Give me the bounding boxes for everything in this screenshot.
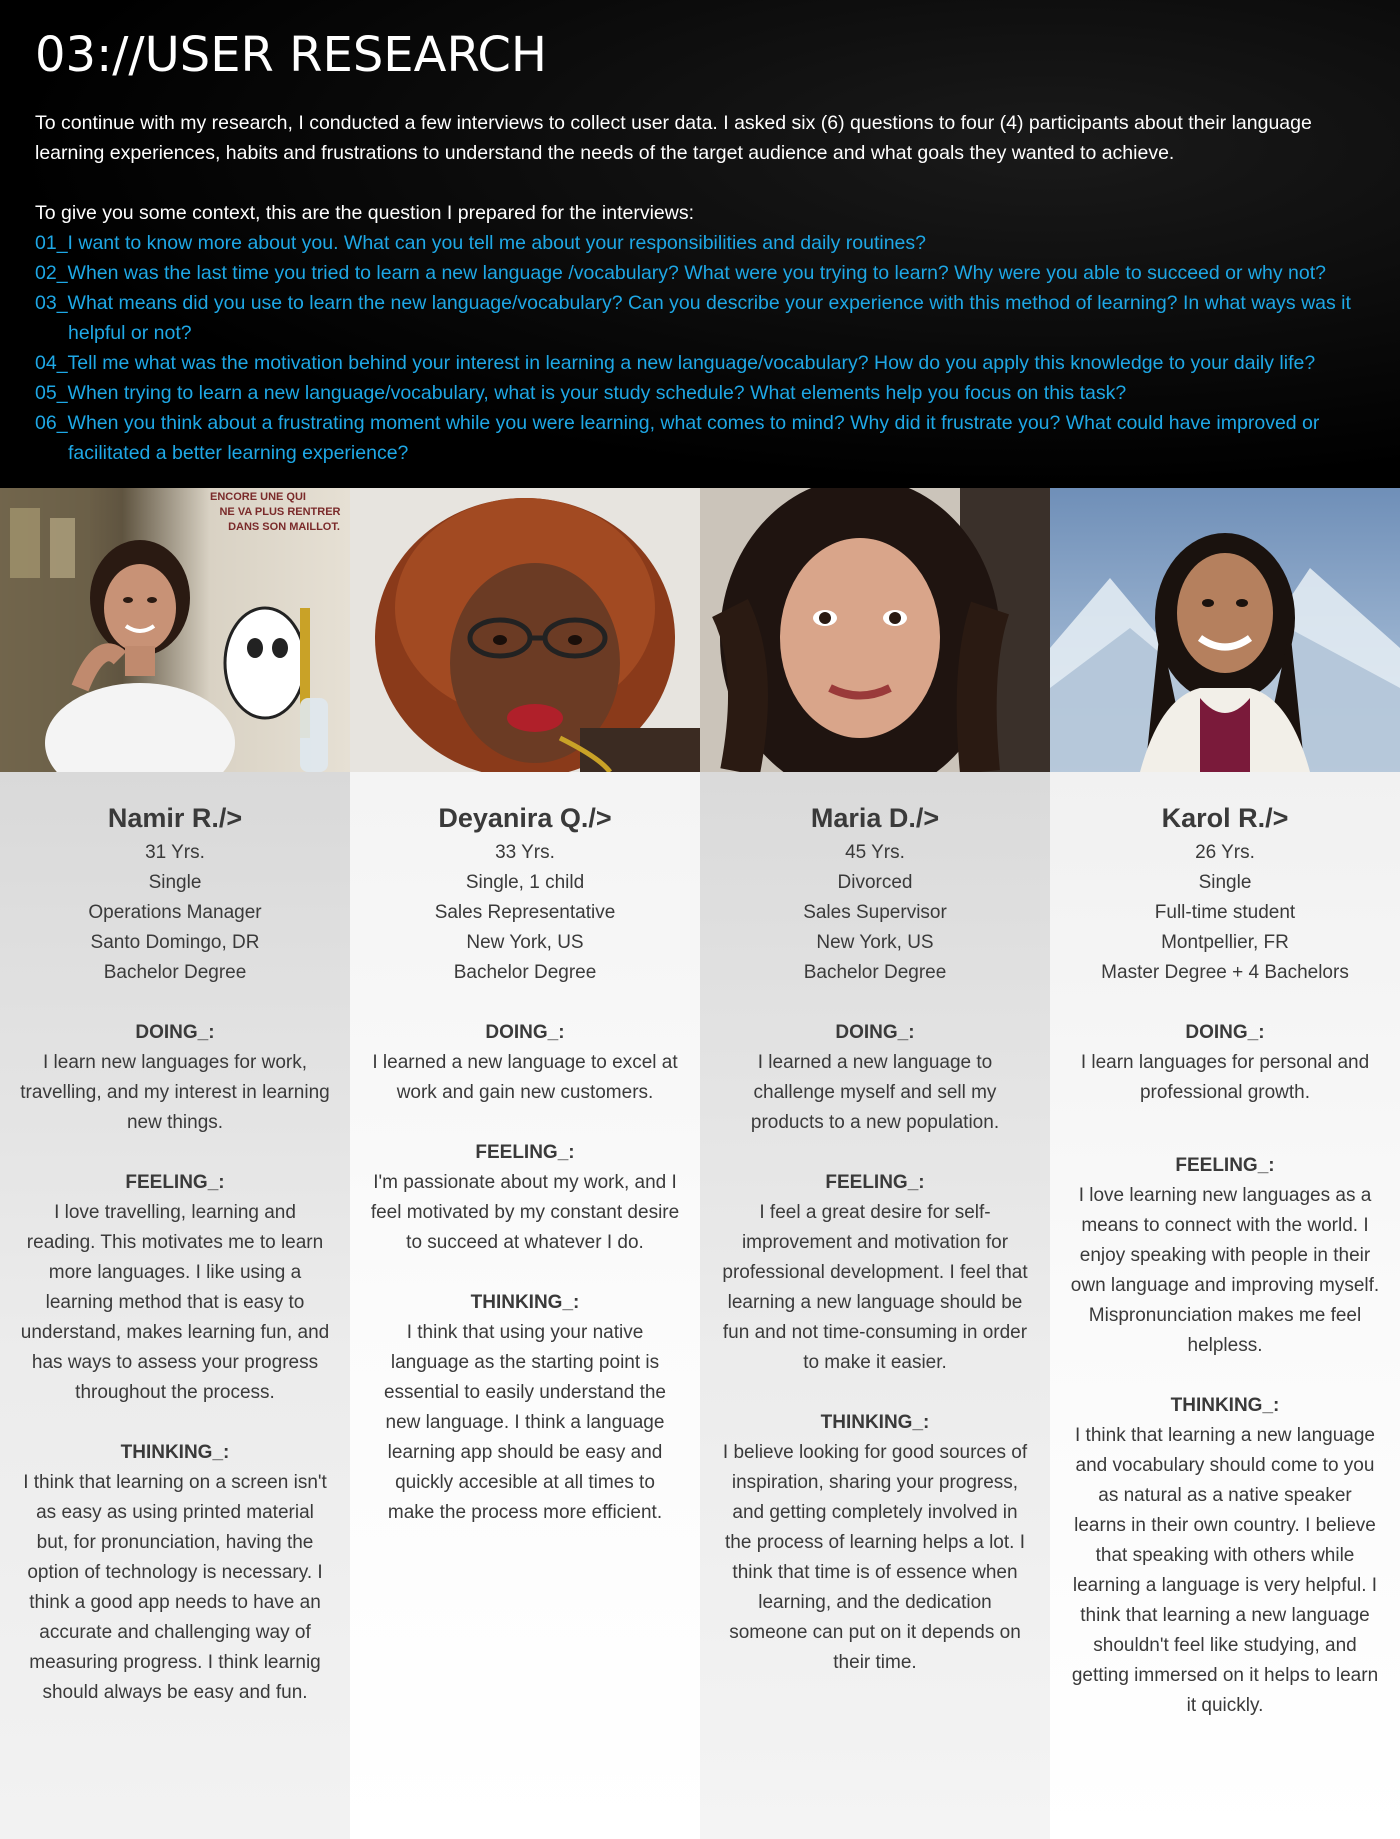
feeling-text: I'm passionate about my work, and I feel motivated by my constant desire to succeed at whatever I do. — [370, 1172, 680, 1253]
participant-status: Single — [148, 872, 202, 893]
thinking-text: I think that learning on a screen isn't as easy as using printed material but, for pronunciation, having the option of technology is necessary. I think a good app needs to have an accurate and challenging way of measuring progress. I think learnig should always be easy and fun. — [23, 1472, 327, 1703]
participant-name: Deyanira Q./> — [438, 803, 612, 833]
thinking-label: THINKING_: — [1170, 1395, 1280, 1416]
participant-card — [1050, 772, 1400, 1839]
participant-name: Maria D./> — [810, 803, 940, 833]
participant-status: Divorced — [837, 872, 913, 893]
participant-photo-deyanira — [350, 488, 700, 772]
interview-questions — [35, 228, 1366, 468]
doing-text: I learn new languages for work, travelling, and my interest in learning new things. — [20, 1052, 330, 1133]
sign-line: ENCORE UNE QUI — [210, 491, 306, 503]
participant-education: Bachelor Degree — [803, 962, 947, 983]
participant-photo-namir — [0, 488, 350, 772]
portrait-photo-icon — [0, 488, 350, 772]
intro-paragraph: To continue with my research, I conducted a few interviews to collect user data. I asked six (6) questions to four (4) participants about their language learning experiences, habits and frustrations to understand the needs of the target audience and what goals they wanted to achieve. — [35, 112, 1312, 164]
portrait-photo-icon — [350, 488, 700, 772]
participant-location: Santo Domingo, DR — [90, 932, 260, 953]
question-item: 04_Tell me what was the motivation behind your interest in learning a new language/vocabulary? How do you apply this knowledge to your daily life? — [35, 352, 1316, 374]
thinking-label: THINKING_: — [120, 1442, 230, 1463]
doing-label: DOING_: — [135, 1022, 215, 1043]
question-item: 02_When was the last time you tried to learn a new language /vocabulary? What were you trying to learn? Why were you able to succeed or why not? — [35, 262, 1326, 284]
participant-photo-karol — [1050, 488, 1400, 772]
thinking-text: I think that using your native language as the starting point is essential to easily understand the new language. I think a language learning app should be easy and quickly accesible at all times to make the process more efficient. — [383, 1322, 666, 1523]
participant-job: Operations Manager — [88, 902, 262, 923]
question-item: 06_When you think about a frustrating moment while you were learning, what comes to mind? Why did it frustrate you? What could have improved or facilitated a better learning experience? — [35, 412, 1320, 464]
doing-text: I learn languages for personal and professional growth. — [1080, 1052, 1370, 1103]
participant-age: 33 Yrs. — [495, 842, 555, 863]
participant-location: New York, US — [816, 932, 934, 953]
participant-cards — [0, 772, 1400, 1839]
sign-line: DANS SON MAILLOT. — [228, 521, 340, 533]
context-paragraph: To give you some context, this are the question I prepared for the interviews: — [35, 202, 695, 224]
question-item: 05_When trying to learn a new language/vocabulary, what is your study schedule? What elements help you focus on this task? — [35, 382, 1127, 404]
thinking-text: I believe looking for good sources of inspiration, sharing your progress, and getting completely involved in the process of learning helps a lot. I think that time is of essence when learning, and the dedication someone can put on it depends on their time. — [722, 1442, 1028, 1673]
participant-name: Namir R./> — [107, 803, 243, 833]
research-header — [0, 0, 1400, 488]
doing-label: DOING_: — [485, 1022, 565, 1043]
participant-location: New York, US — [466, 932, 584, 953]
participant-education: Bachelor Degree — [103, 962, 247, 983]
participant-status: Single, 1 child — [465, 872, 585, 893]
feeling-label: FEELING_: — [475, 1142, 575, 1163]
doing-text: I learned a new language to challenge myself and sell my products to a new population. — [750, 1052, 1000, 1133]
participant-job: Sales Representative — [434, 902, 616, 923]
feeling-text: I love learning new languages as a means to connect with the world. I enjoy speaking with people in their own language and improving myself. Mispronunciation makes me feel helpless. — [1070, 1185, 1380, 1356]
participant-name: Karol R./> — [1161, 803, 1289, 833]
thinking-text: I think that learning a new language and vocabulary should come to you as natural as a native speaker learns in their own country. I believe that speaking with others while learning a language is very helpful. I think that learning a new language shouldn't feel like studying, and getting immersed on it helps to learn it quickly. — [1071, 1425, 1379, 1716]
participant-photo-maria — [700, 488, 1050, 772]
question-item: 01_I want to know more about you. What can you tell me about your responsibilities and daily routines? — [35, 232, 927, 254]
participant-card — [0, 772, 350, 1839]
participant-photos — [0, 488, 1400, 772]
participant-job: Sales Supervisor — [803, 902, 947, 923]
feeling-label: FEELING_: — [825, 1172, 925, 1193]
feeling-label: FEELING_: — [1175, 1155, 1275, 1176]
participant-status: Single — [1198, 872, 1252, 893]
feeling-text: I feel a great desire for self-improvement and motivation for professional development. I feel that learning a new language should be fun and not time-consuming in order to make it easier. — [722, 1202, 1028, 1373]
doing-label: DOING_: — [835, 1022, 915, 1043]
sign-line: NE VA PLUS RENTRER — [219, 506, 341, 518]
participant-age: 26 Yrs. — [1195, 842, 1255, 863]
portrait-photo-icon — [1050, 488, 1400, 772]
feeling-label: FEELING_: — [125, 1172, 225, 1193]
page-title: 03://USER RESEARCH — [35, 27, 548, 83]
participant-age: 45 Yrs. — [845, 842, 905, 863]
feeling-text: I love travelling, learning and reading. This motivates me to learn more languages. I like using a learning method that is easy to understand, makes learning fun, and has ways to assess your progress throughout the process. — [20, 1202, 330, 1403]
participant-education: Master Degree + 4 Bachelors — [1101, 962, 1349, 983]
doing-label: DOING_: — [1185, 1022, 1265, 1043]
participant-age: 31 Yrs. — [145, 842, 205, 863]
thinking-label: THINKING_: — [470, 1292, 580, 1313]
participant-job: Full-time student — [1154, 902, 1296, 923]
participant-location: Montpellier, FR — [1161, 932, 1289, 953]
portrait-photo-icon — [700, 488, 1050, 772]
doing-text: I learned a new language to excel at work and gain new customers. — [372, 1052, 678, 1103]
participant-card — [350, 772, 700, 1839]
thinking-label: THINKING_: — [820, 1412, 930, 1433]
participant-card — [700, 772, 1050, 1839]
question-item: 03_What means did you use to learn the new language/vocabulary? Can you describe your experience with this method of learning? In what ways was it helpful or not? — [35, 292, 1351, 344]
participant-education: Bachelor Degree — [453, 962, 597, 983]
